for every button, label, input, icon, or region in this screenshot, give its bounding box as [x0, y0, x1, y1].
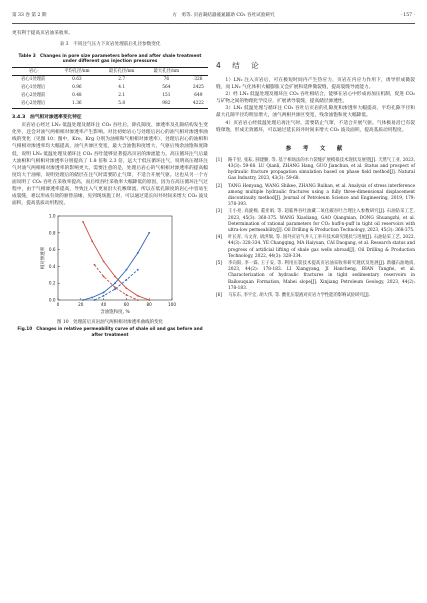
references-title: 参 考 文 献	[285, 145, 346, 152]
conclusion-item: 3）LN₂ 低温处理与循环注 CO₂ 吞吐后页岩的孔隙度和渗透率大幅提高，平均孔隙半径和最大孔隙半径均明显增大，油气两相共渗区变宽，残余油饱和度大幅降低。	[216, 106, 415, 119]
table-cell: 2425	[192, 85, 204, 91]
y-tick-label: 0.2	[48, 281, 56, 287]
data-point	[137, 269, 139, 271]
data-point	[103, 261, 105, 263]
section-title: 4 结 论	[216, 61, 261, 70]
table-header-avg: 平均孔径/nm	[55, 67, 100, 75]
table-cell: 151	[162, 93, 171, 99]
relative-permeability-chart	[12, 210, 208, 320]
reference-text: 叶长青, 马文青, 胡洪瑞, 等. 国外页岩气井人工举升技术研究现状与进展[J]. 石油钻采工艺, 2022, 44(3): 328-334. YE Changqing, MA Haiyuan, CAI Daogang, et al. Research status and progress of artificial lifting of shale gas wells abroad[J]. Oil Drilling & Production Technology, 2022, 44(3): 328-334.	[228, 235, 415, 259]
page-number: · 157 ·	[400, 12, 415, 18]
reference-item	[216, 293, 415, 299]
reference-text: TANG Henyang, WANG Shikee, ZHANG Ruihan, et al. Analysis of stress interference among multiple hydraulic fractures using a fully three-dimensional displacement discontinuity method[J]. Journal of Petroleum Science and Engineering, 2019, 179: 378-393.	[228, 183, 415, 208]
subsection-heading: 3.4.3 油气相对渗透率变化特征	[12, 115, 82, 121]
x-tick-label: 80	[146, 302, 152, 308]
series-line	[94, 270, 137, 300]
table-cell: 1.36	[55, 100, 100, 109]
table-cell: 岩心1处理后	[21, 85, 46, 91]
reference-text: 李向阳, 李一霖, 王子安, 等. 利用压裂技术提高页岩油采收率研究现状及进展[J]. 新疆石油地质, 2023, 44(2): 178-183. LI Xiangyang, JI Hancheng, BIAN Tangfei, et al. Characterization of hydraulic fractures in tight sedimentary reservoirs in Baikouquan Formation, Mabei slope[J]. Xinjiang Petroleum Geology, 2023, 44(2): 178-183.	[228, 261, 415, 291]
table-header-max: 最大孔径/nm	[144, 67, 189, 75]
x-tick-label: 60	[123, 302, 130, 308]
reference-item	[216, 158, 415, 183]
data-point	[114, 283, 116, 285]
data-point	[137, 295, 139, 297]
table-cell: 0.48	[72, 93, 82, 99]
table-row	[12, 100, 208, 109]
data-point	[126, 294, 128, 296]
conclusion-item: 4）页岩岩心经低温处理后再注气时，需要防止气窜，不适合开展气驱。气体极易沿已有裂缝窜逸，形成无效循环，可以通过延长闷井时间来增大 CO₂ 波及面积，提高基质动用程度。	[216, 120, 415, 133]
table-cell: 0.63	[72, 77, 82, 83]
intro-line: 更有利于提高页岩油采收率。	[12, 31, 73, 36]
conclusion-item: 2）经 LN₂ 低温处理及循环注 CO₂ 吞吐相结合，能够在岩心中形成再加压机制，促进 CO₂ 与矿物之间的物理化学反应，扩展诱导裂缝，提高储层渗透性。	[216, 92, 415, 105]
data-point	[103, 292, 105, 294]
data-point	[91, 241, 93, 243]
data-point	[114, 288, 116, 290]
table-caption-en: Table 3 Changes in pore size parameters before and after shale treatment under different gas injection pressures	[18, 53, 202, 65]
data-point	[137, 252, 139, 254]
reference-number: [3]	[216, 209, 223, 215]
journal-issue: 第 33 卷 第 2 期	[12, 13, 47, 18]
table-cell: 4.1	[118, 85, 126, 91]
table-row	[12, 84, 208, 92]
data-point	[82, 299, 84, 301]
reference-number: [4]	[216, 235, 223, 241]
figure-caption-en: Fig.10 Changes in relative permeability curve of shale oil and gas before and after treatment	[17, 326, 203, 337]
reference-number: [6]	[216, 293, 223, 299]
table-cell: 0.96	[72, 85, 82, 91]
reference-number: [1]	[216, 157, 223, 163]
table-cell: 76	[163, 77, 170, 83]
table-cell: 326	[194, 77, 203, 83]
data-point	[126, 288, 128, 290]
reference-text: 王小亮, 高旋棉, 董亚娟, 等. 超临界吞吐油藏二氧化碳吞吐合理注入参数研究[J]. 石油钻采工艺, 2023, 45(3): 368-375. WANG Xiaoliang, GAO Qiangnian, DONG Shuangzhi, et al. Determination of rational parameters for CO₂ huff-n-puff in tight oil reservoirs with ultra-low permeability[J]. Oil Drilling & Production Technology, 2023, 45(3): 368-375.	[228, 209, 415, 233]
running-title: 方 勇等. 页岩凝结器液氮辅助 CO₂ 吞吐试验研究	[172, 13, 275, 18]
table-cell: 4222	[189, 100, 208, 109]
conclusion-item: 1）LN₂ 注入页岩后，可在极短时间内产生热应力，页岩在内应力作用下，诱导形成微裂缝，而 LN₂ 气化体积大幅膨胀又会扩展和延伸微裂缝，提高裂缝导流能力。	[216, 78, 415, 91]
data-point	[126, 269, 128, 271]
table-header-core: 岩心	[12, 67, 55, 75]
table-caption-cn: 表 3 不同注气压力下页岩处理前后孔径参数变化	[59, 42, 161, 48]
reference-item	[216, 184, 415, 209]
data-point	[148, 232, 150, 234]
x-tick-label: 100	[168, 302, 176, 308]
table-header-long: 最长孔径/nm	[99, 67, 144, 75]
data-point	[94, 264, 96, 266]
data-point	[103, 295, 105, 297]
reference-text: 马东东, 李宇宏, 胡大伟, 等. 酸化压裂液对页岩力学性能的影响试验研究[J].	[228, 293, 370, 299]
table-cell: 岩心1处理前	[21, 77, 46, 83]
x-tick-label: 20	[78, 302, 84, 308]
pore-size-table	[12, 67, 208, 109]
reference-number: [5]	[216, 261, 223, 266]
right-column	[216, 30, 415, 300]
table-cell: 岩心2处理后	[12, 100, 55, 109]
reference-list	[216, 158, 415, 299]
table-cell: 5.8	[99, 100, 144, 109]
y-tick-label: 0.6	[48, 247, 56, 253]
reference-item	[216, 209, 415, 234]
y-tick-label: 0.8	[48, 230, 56, 236]
y-tick-label: 0.0	[48, 297, 56, 303]
data-point	[91, 297, 93, 299]
reference-item	[216, 235, 415, 260]
table-cell: 564	[162, 85, 171, 91]
table-row	[12, 76, 208, 85]
data-point	[126, 279, 128, 281]
table-cell: 岩心2处理前	[21, 93, 46, 99]
y-tick-label: 1.0	[48, 213, 56, 219]
data-point	[114, 276, 116, 278]
x-axis-label: 含油饱和度, %	[100, 310, 130, 316]
reference-item	[216, 261, 415, 292]
figure-caption-cn: 图 10 处理前后页岩油气两相相对渗透率曲线的变化	[56, 320, 164, 326]
data-point	[137, 299, 139, 301]
data-point	[103, 276, 105, 278]
left-column	[12, 30, 208, 337]
data-point	[114, 287, 116, 289]
x-tick-label: 0	[56, 302, 60, 308]
reference-text: 路千里, 张耘, 圆建勤, 等. 基于相场法的水力裂缝扩展模拟技术现状及展望[J]. 天然气工业, 2023, 43(3): 59-68. LU Qianli, ZHANG Hang, GUO Jianchun, et al. Status and prospect of hydraulic fracture propagation simulation based on phase field method[J]. Natural Gas Industry, 2023, 43(3): 59-68.	[228, 157, 415, 182]
table-row	[12, 92, 208, 100]
x-tick-label: 40	[100, 302, 107, 308]
data-point	[82, 221, 84, 223]
data-point	[94, 299, 96, 301]
y-axis-label: 相对渗透率	[41, 247, 46, 270]
running-header	[12, 7, 415, 24]
table-cell: 982	[144, 100, 189, 109]
body-paragraph: 页岩岩心经过 LN₂ 低温处理及循环注 CO₂ 吞吐后，除孔隙度、渗透率及孔隙结构发生变化外，还会对油气两相相对渗透率产生影响。对比初始岩心与处理后岩心的油气相对渗透率曲线的变化（见图 10；图中，Kro、Krg 分别为油相和气相相对渗透率），处理后岩心的油相和气相相对渗透率均大幅提高，油气共渗区变宽，最大含油饱和度增大，气驱后残余油饱和度降低，说明 LN₂ 低温处理及循环注 CO₂ 吞吐能够显著提高页岩的渗流能力。高压循环注气后最大油相和气相相对渗透率分别提高了 1.8 倍和 2.3 倍，远大于低压循环注气，说明高压循环注气对油气两相相对渗透率的影响更大。需要注意的是，处理后岩心的气相相对渗透率的提高幅度均大于油相，说明处理后的储层在注气时需要防止气窜，不适合开展气驱。这也从另一个方面说明了 CO₂ 吞吐在采收率提高，而后续吞吐采收率大幅降低的原因，因为在高压循环注气过程中，由于气相渗透率提高，导致注入气更易沿大孔喉窜流，所以在低孔隙度的岩心中容易生成裂缝，难以形成有效的驱替前缘，见到现场施工时，可以通过延长闷井时间来增大 CO₂ 波及面积，提高基质动用程度。	[12, 123, 208, 207]
data-point	[148, 299, 150, 301]
table-cell: 2.1	[118, 93, 126, 99]
table-cell: 2.7	[118, 77, 126, 83]
table-cell: 649	[194, 93, 203, 99]
y-tick-label: 0.4	[48, 264, 56, 270]
reference-number: [2]	[216, 183, 223, 189]
table-header-extra	[189, 67, 208, 75]
